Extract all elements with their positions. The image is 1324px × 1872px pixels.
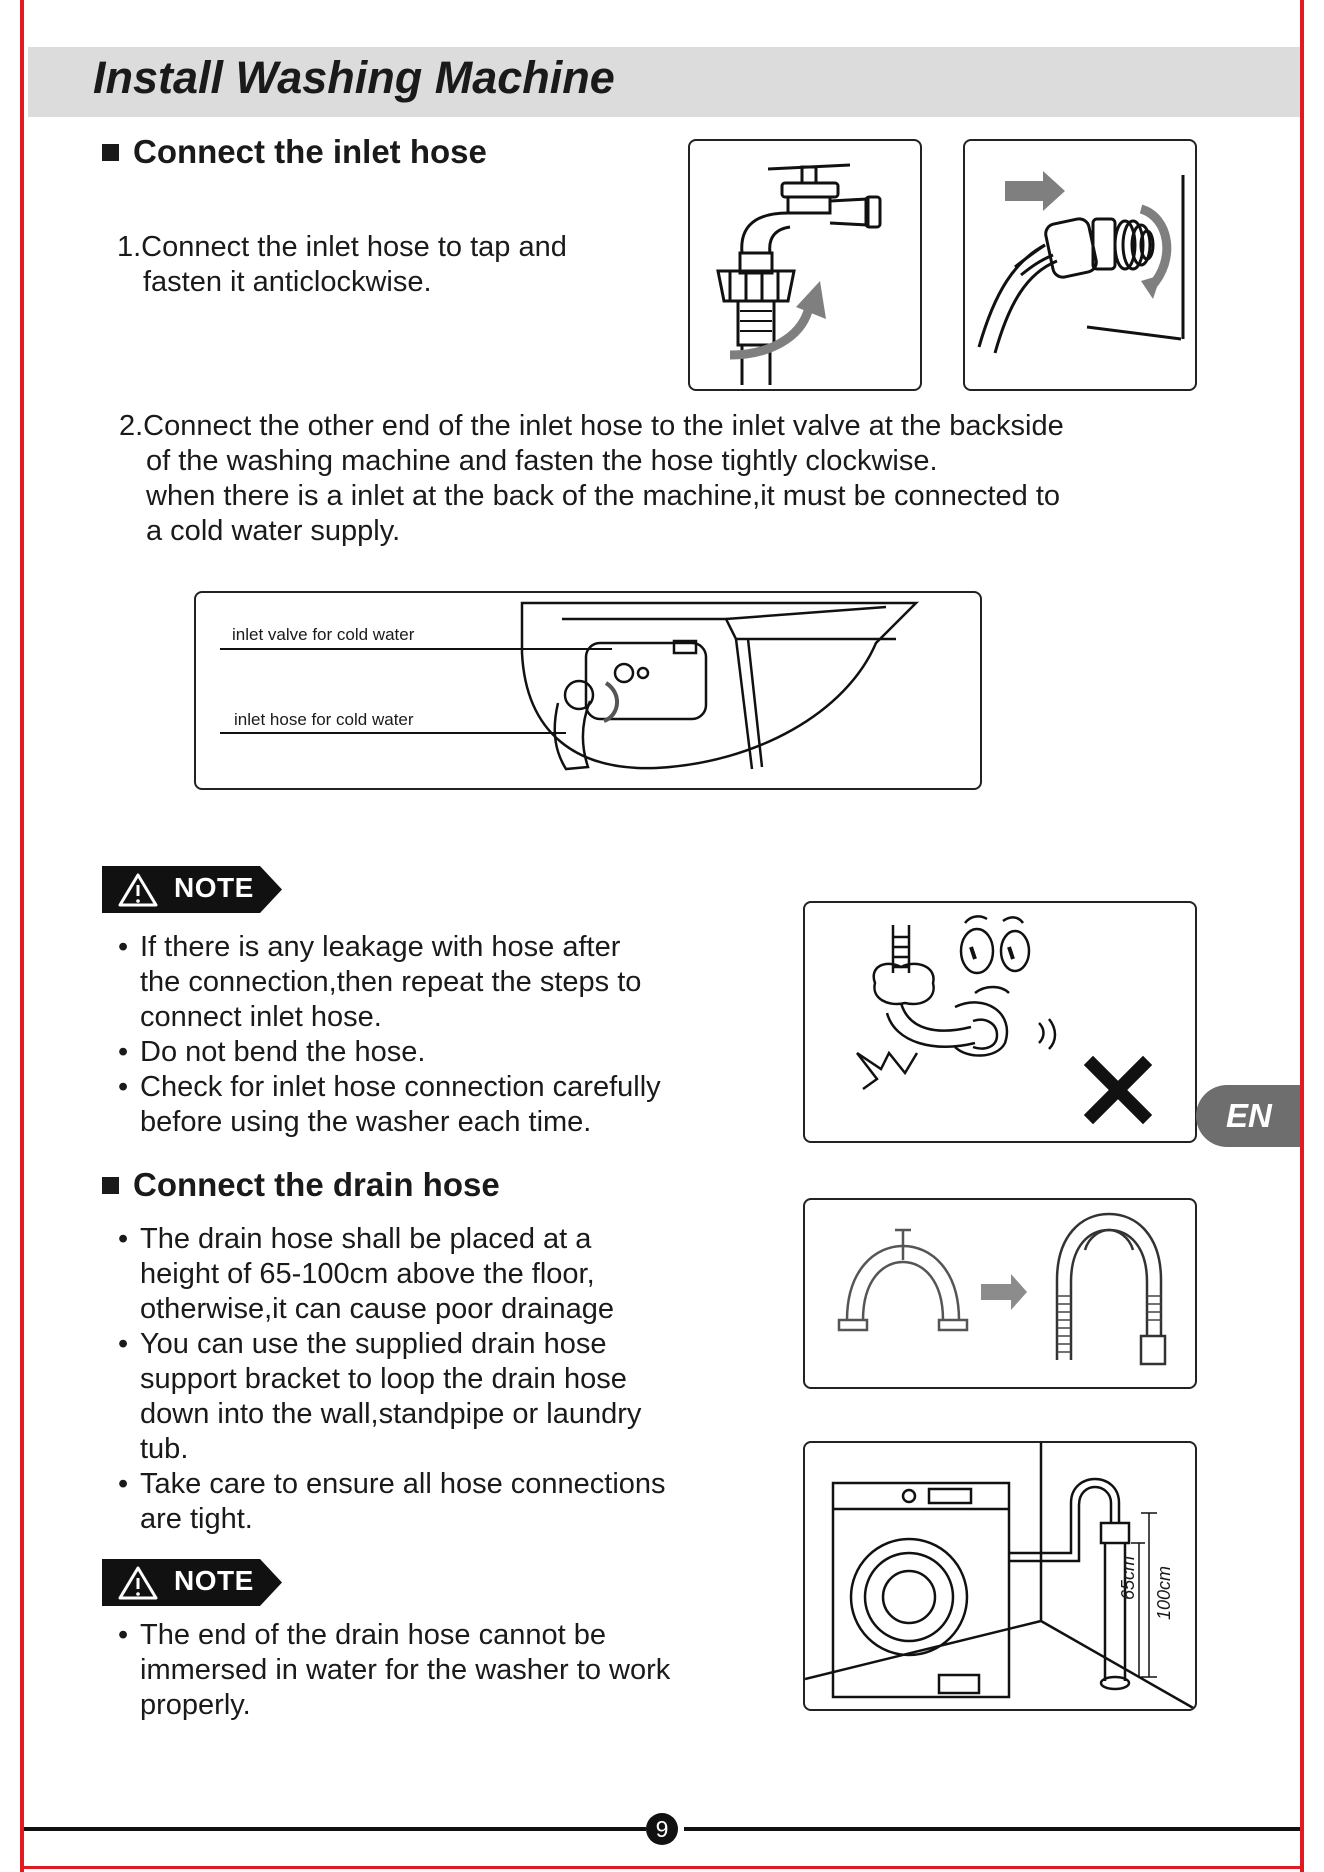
inlet-step1-line1: 1.Connect the inlet hose to tap and <box>117 231 567 263</box>
hose-connection-figure <box>963 139 1197 391</box>
page-title: Install Washing Machine <box>93 52 615 103</box>
faucet-figure <box>688 139 922 391</box>
footer-rule-right <box>684 1827 1300 1831</box>
note2-bullet-list <box>118 1618 738 1723</box>
inlet-step1-line2: fasten it anticlockwise. <box>143 266 432 298</box>
drain-bullet-list <box>118 1222 738 1537</box>
inlet-step2-line2: of the washing machine and fasten the hose tightly clockwise. <box>146 445 938 477</box>
note1-bullet: • Check for inlet hose connection carefully before using the washer each time. <box>118 1070 738 1140</box>
note1-bullet: • Do not bend the hose. <box>118 1035 738 1070</box>
frame-left-line <box>20 0 24 1872</box>
note2-bullet: • The end of the drain hose cannot be immersed in water for the washer to work properly. <box>118 1618 738 1723</box>
footer-rule-left <box>24 1827 646 1831</box>
drain-heading-text: Connect the drain hose <box>133 1166 500 1203</box>
bent-hose-illustration <box>805 903 1195 1141</box>
do-not-bend-figure <box>803 901 1197 1143</box>
page-number: 9 <box>646 1813 678 1845</box>
inlet-section-heading <box>102 133 487 171</box>
frame-bottom-line <box>20 1866 1304 1869</box>
note-badge-1 <box>102 866 282 913</box>
inlet-valve-illustration <box>196 593 980 788</box>
drain-bullet: • The drain hose shall be placed at a height of 65-100cm above the floor, otherwise,it can cause poor drainage <box>118 1222 738 1327</box>
inlet-step1 <box>117 230 567 300</box>
inlet-step2 <box>119 409 1064 549</box>
drain-section-heading <box>102 1166 500 1204</box>
inlet-step2-line1: 2.Connect the other end of the inlet hose to the inlet valve at the backside <box>119 410 1064 442</box>
heading-bullet-square <box>102 1177 119 1194</box>
note-badge-2 <box>102 1559 282 1606</box>
note-label-2: NOTE <box>174 1565 254 1596</box>
inlet-heading-text: Connect the inlet hose <box>133 133 487 170</box>
faucet-illustration <box>690 141 920 389</box>
callout-inlet-hose: inlet hose for cold water <box>234 710 414 729</box>
note1-bullet-list <box>118 930 738 1140</box>
drain-bracket-illustration <box>805 1200 1195 1387</box>
inlet-step2-line4: a cold water supply. <box>146 515 401 547</box>
dimension-low-label: 65cm <box>1118 1555 1138 1600</box>
note-label-1: NOTE <box>174 872 254 903</box>
dimension-high-label: 100cm <box>1154 1565 1174 1620</box>
frame-right-line <box>1300 0 1304 1872</box>
heading-bullet-square <box>102 144 119 161</box>
callout-inlet-valve: inlet valve for cold water <box>232 625 415 644</box>
drain-bracket-figure <box>803 1198 1197 1389</box>
inlet-step2-line3: when there is a inlet at the back of the machine,it must be connected to <box>146 480 1061 512</box>
drain-bullet: • You can use the supplied drain hose support bracket to loop the drain hose down into the wall,standpipe or laundry tub. <box>118 1327 738 1467</box>
drain-bullet: • Take care to ensure all hose connections are tight. <box>118 1467 738 1537</box>
hose-connection-illustration <box>965 141 1195 389</box>
inlet-valve-figure <box>194 591 982 790</box>
note1-bullet: • If there is any leakage with hose after the connection,then repeat the steps to connect inlet hose. <box>118 930 738 1035</box>
language-tab-label: EN <box>1226 1097 1272 1134</box>
